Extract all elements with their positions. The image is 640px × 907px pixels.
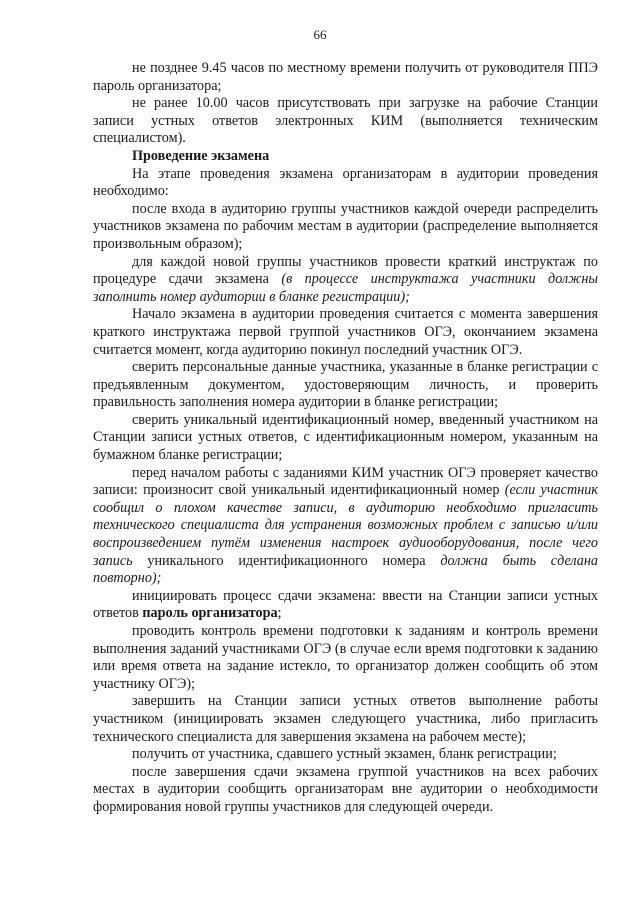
section-heading: Проведение экзамена bbox=[132, 147, 270, 164]
quality-note-end: должна быть сделана повторно); bbox=[93, 552, 598, 587]
quality-note: (если участник сообщил о плохом качестве записи, в аудиторию необходимо пригласить технического специалиста для устранения возможных проблем с записью и/или воспроизведением путём изменения настроек аудиооборудования, после чего запись bbox=[93, 482, 598, 569]
paragraph-verify-data: сверить персональные данные участника, указанные в бланке регистрации с предъявленным документом, удостоверяющим личность, и проверить правильность заполнения номера аудитории в бланке регистрации; bbox=[93, 359, 598, 411]
paragraph-get-password: не позднее 9.45 часов по местному времени получить от руководителя ППЭ пароль организатора; bbox=[93, 60, 598, 94]
initiate-end: ; bbox=[277, 605, 282, 622]
initiate-text: инициировать процесс сдачи экзамена: ввести на Станции записи устных ответов bbox=[93, 587, 598, 622]
paragraph-exam-start: Начало экзамена в аудитории проведения считается с момента завершения краткого инструктажа первой группой участников ОГЭ, окончанием экзамена считается момент, когда аудиторию покинул последний участник ОГЭ. bbox=[93, 306, 598, 358]
paragraph-attend-loading: не ранее 10.00 часов присутствовать при загрузке на рабочие Станции записи устных ответов электронных КИМ (выполняется техническим специалистом). bbox=[93, 95, 598, 147]
document-body bbox=[93, 60, 598, 817]
quality-id-text: уникального идентификационного номера bbox=[132, 552, 441, 569]
paragraph-intro: На этапе проведения экзамена организаторам в аудитории проведения необходимо: bbox=[93, 165, 598, 200]
paragraph-briefing bbox=[93, 254, 598, 307]
paragraph-finish-work: завершить на Станции записи устных ответов выполнение работы участником (инициировать экзамен следующего участника, либо пригласить технического специалиста для завершения экзамена на рабочем месте); bbox=[93, 693, 598, 745]
paragraph-collect-form: получить от участника, сдавшего устный экзамен, бланк регистрации; bbox=[132, 746, 557, 763]
briefing-note: (в процессе инструктажа участники должны заполнить номер аудитории в бланке регистрации); bbox=[93, 271, 598, 305]
quality-text: перед началом работы с заданиями КИМ участник ОГЭ проверяет качество записи: произносит свой уникальный идентификационный номер bbox=[93, 464, 598, 499]
paragraph-verify-id: сверить уникальный идентификационный номер, введенный участником на Станции записи устных ответов, с идентификационным номером, указанным на бумажном бланке регистрации; bbox=[93, 411, 598, 464]
paragraph-notify-next-group: после завершения сдачи экзамена группой участников на всех рабочих местах в аудитории сообщить организаторам вне аудитории о необходимости формирования новой группы участников для следующей очереди. bbox=[93, 763, 598, 815]
organizer-password-term: пароль организатора bbox=[142, 605, 278, 622]
paragraph-distribute: после входа в аудиторию группы участников каждой очереди распределить участников экзамена по рабочим местам в аудитории (распределение выполняется произвольным образом); bbox=[93, 200, 598, 252]
paragraph-initiate bbox=[93, 588, 598, 623]
briefing-text: для каждой новой группы участников провести краткий инструктаж по процедуре сдачи экзамена bbox=[93, 253, 598, 288]
paragraph-time-control: проводить контроль времени подготовки к заданиям и контроль времени выполнения заданий участниками ОГЭ (в случае если время подготовки к заданию или время ответа на задание истекло, то организатор должен сообщить об этом участнику ОГЭ); bbox=[93, 623, 598, 692]
paragraph-quality-check bbox=[93, 465, 598, 588]
page-number: 66 bbox=[313, 27, 327, 42]
